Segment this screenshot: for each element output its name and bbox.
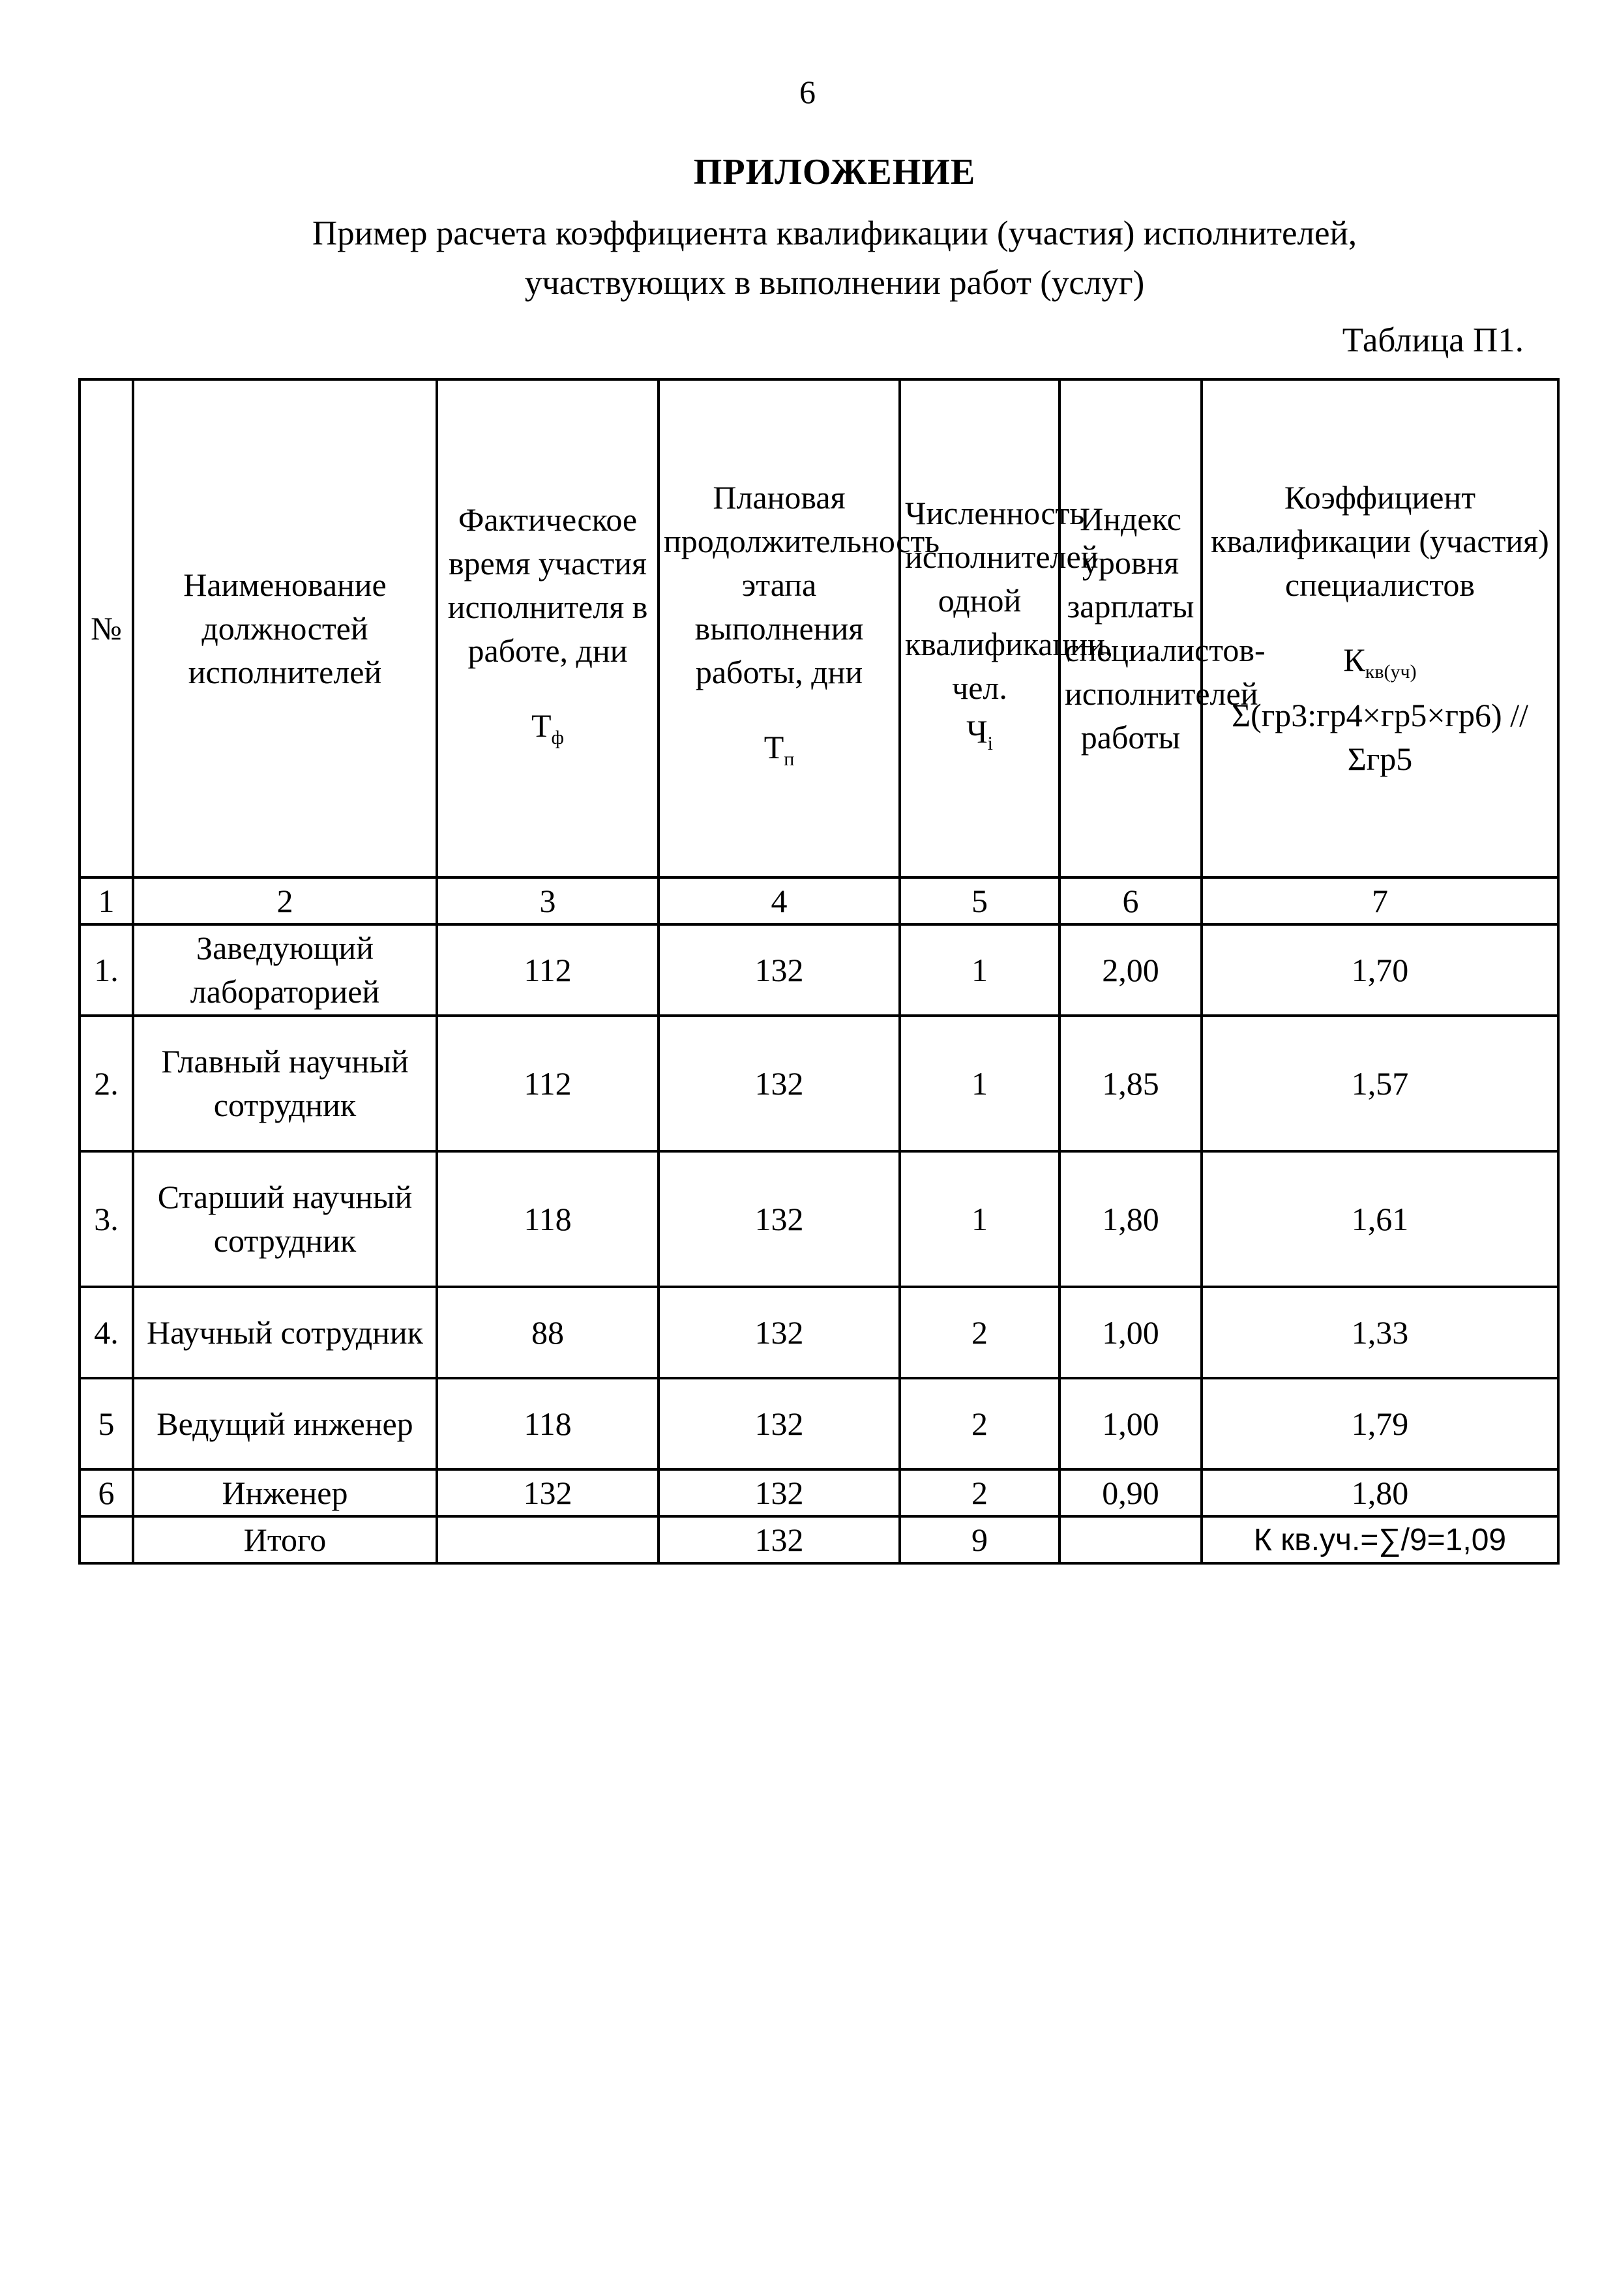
header-actual-time: Фактическое время участия исполнителя в работе, дни $Т_ф$	[437, 379, 659, 877]
salary-index	[1059, 1516, 1202, 1563]
row-number: 4.	[80, 1287, 133, 1378]
qualification-coefficient: 1,57	[1202, 1016, 1558, 1151]
qualification-coefficient: 1,79	[1202, 1378, 1558, 1469]
table-row	[80, 1287, 1558, 1378]
row-number: 5	[80, 1378, 133, 1469]
position-name: Научный сотрудник	[133, 1287, 437, 1378]
total-row	[80, 1516, 1558, 1563]
headcount: 1	[900, 1151, 1059, 1287]
symbol-kkv: $К_{кв(уч)}$	[1343, 641, 1417, 683]
salary-index: 1,80	[1059, 1151, 1202, 1287]
symbol-chi: $Ч_i$	[966, 713, 993, 754]
table-caption: Таблица П1.	[1342, 321, 1524, 359]
headcount: 2	[900, 1287, 1059, 1378]
planned-duration: 132	[659, 1516, 900, 1563]
actual-time: 118	[437, 1378, 659, 1469]
position-name: Инженер	[133, 1469, 437, 1516]
qualification-coefficient: 1,33	[1202, 1287, 1558, 1378]
column-number: 5	[900, 877, 1059, 924]
total-headcount: 9	[900, 1516, 1059, 1563]
row-number	[80, 1516, 133, 1563]
column-number: 3	[437, 877, 659, 924]
headcount: 1	[900, 1016, 1059, 1151]
row-number: 3.	[80, 1151, 133, 1287]
header-qualification-coefficient: Коэффициент квалификации (участия) специалистов $К_{кв(уч)}$ Σ(гр3:гр4×гр5×гр6) //Σгр5	[1202, 379, 1558, 877]
planned-duration: 132	[659, 1016, 900, 1151]
header-number: №	[80, 379, 133, 877]
planned-duration: 132	[659, 1151, 900, 1287]
position-name: Главный научный сотрудник	[133, 1016, 437, 1151]
planned-duration: 132	[659, 1287, 900, 1378]
actual-time: 112	[437, 924, 659, 1016]
table-row	[80, 1469, 1558, 1516]
actual-time: 132	[437, 1469, 659, 1516]
column-number: 6	[1059, 877, 1202, 924]
qualification-table	[78, 378, 1560, 1565]
salary-index: 1,00	[1059, 1378, 1202, 1469]
column-number: 7	[1202, 877, 1558, 924]
symbol-tp: $Т_п$	[763, 729, 795, 770]
header-planned-duration: Плановая продолжительность этапа выполнения работы, дни $Т_п$	[659, 379, 900, 877]
table-row	[80, 1016, 1558, 1151]
header-salary-index: Индекс уровня зарплаты специалистов-исполнителей работы	[1059, 379, 1202, 877]
position-name: Ведущий инженер	[133, 1378, 437, 1469]
column-number: 2	[133, 877, 437, 924]
qualification-coefficient: 1,61	[1202, 1151, 1558, 1287]
salary-index: 1,85	[1059, 1016, 1202, 1151]
position-name: Заведующий лабораторией	[133, 924, 437, 1016]
row-number: 6	[80, 1469, 133, 1516]
header-headcount: Численность исполнителей одной квалификации, чел. $Ч_i$	[900, 379, 1059, 877]
subtitle-line-2: участвующих в выполнении работ (услуг)	[524, 264, 1145, 302]
subtitle-line-1: Пример расчета коэффициента квалификации (участия) исполнителей,	[312, 214, 1357, 252]
headcount: 2	[900, 1378, 1059, 1469]
header-row	[80, 379, 1558, 877]
salary-index: 2,00	[1059, 924, 1202, 1016]
headcount: 1	[900, 924, 1059, 1016]
coefficient-formula: Σ(гр3:гр4×гр5×гр6) //Σгр5	[1231, 697, 1528, 777]
qualification-coefficient: 1,70	[1202, 924, 1558, 1016]
table-row	[80, 1378, 1558, 1469]
table-row	[80, 1151, 1558, 1287]
planned-duration: 132	[659, 1378, 900, 1469]
actual-time: 112	[437, 1016, 659, 1151]
actual-time: 118	[437, 1151, 659, 1287]
row-number: 1.	[80, 924, 133, 1016]
actual-time: 88	[437, 1287, 659, 1378]
appendix-title: ПРИЛОЖЕНИЕ	[693, 152, 976, 192]
total-label: Итого	[133, 1516, 437, 1563]
column-number: 4	[659, 877, 900, 924]
salary-index: 1,00	[1059, 1287, 1202, 1378]
row-number: 2.	[80, 1016, 133, 1151]
total-coefficient: К кв.уч.=∑/9=1,09	[1202, 1516, 1558, 1563]
symbol-tf: $Т_ф$	[531, 707, 564, 748]
headcount: 2	[900, 1469, 1059, 1516]
planned-duration: 132	[659, 1469, 900, 1516]
qualification-coefficient: 1,80	[1202, 1469, 1558, 1516]
actual-time	[437, 1516, 659, 1563]
page-number: 6	[799, 74, 816, 110]
subtitle	[0, 209, 1615, 308]
header-position-name: Наименование должностей исполнителей	[133, 379, 437, 877]
position-name: Старший научный сотрудник	[133, 1151, 437, 1287]
table-row	[80, 924, 1558, 1016]
salary-index: 0,90	[1059, 1469, 1202, 1516]
column-number-row	[80, 877, 1558, 924]
column-number: 1	[80, 877, 133, 924]
planned-duration: 132	[659, 924, 900, 1016]
